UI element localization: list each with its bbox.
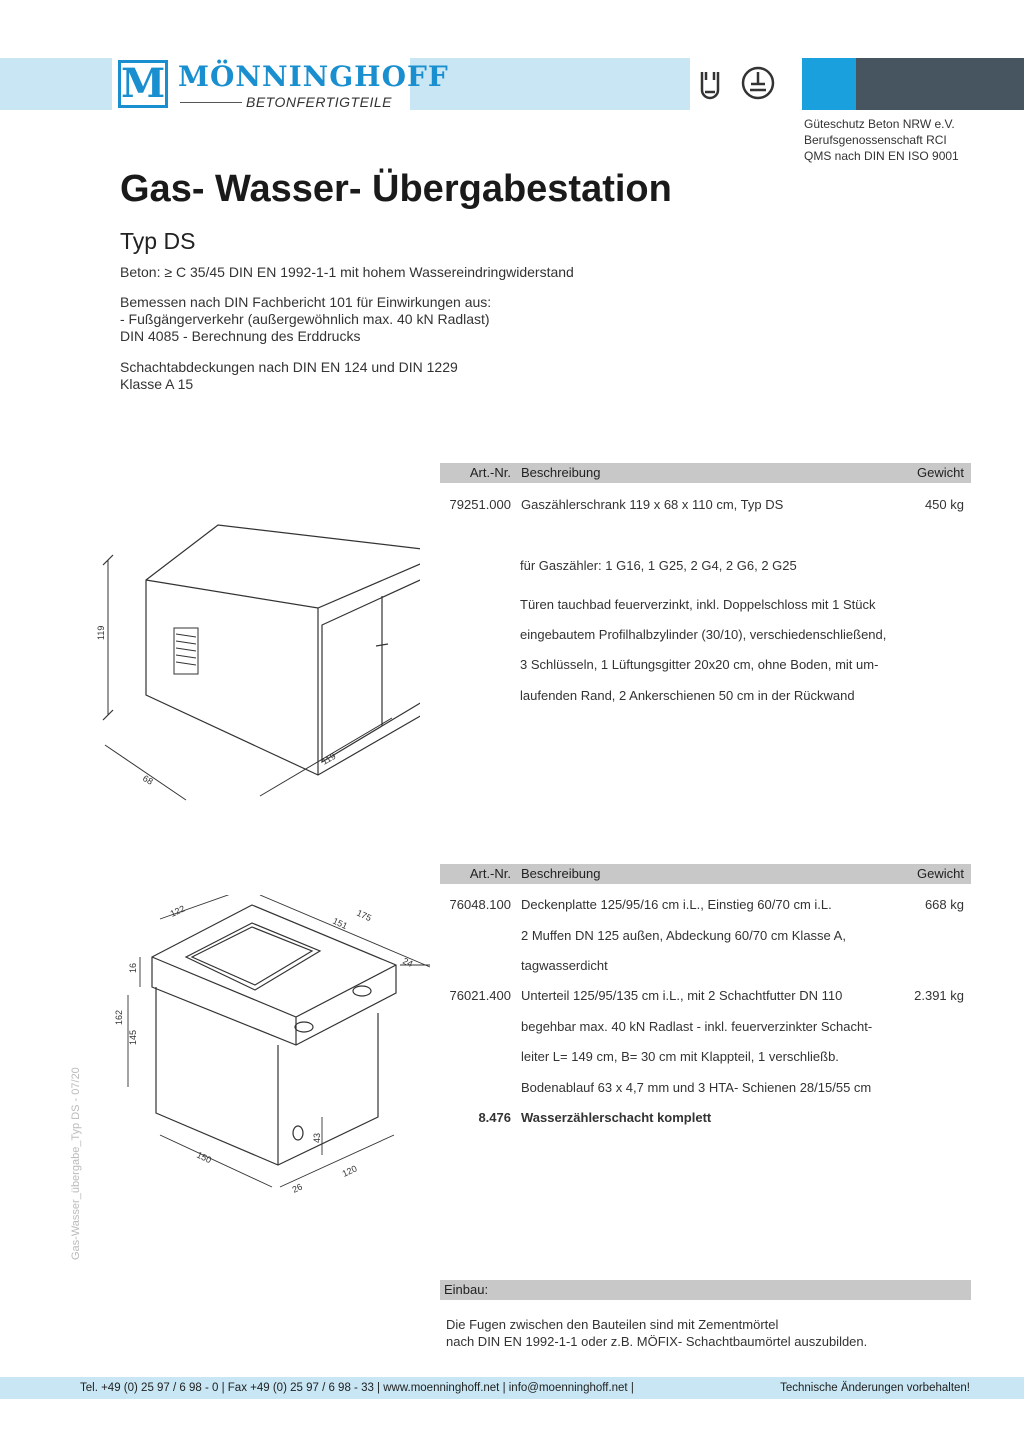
einbau-line: nach DIN EN 1992-1-1 oder z.B. MÖFIX- Schachtbaumörtel auszubilden. [446, 1334, 868, 1349]
dim-26: 26 [290, 1181, 304, 1195]
description: Deckenplatte 125/95/16 cm i.L., Einstieg 60/70 cm i.L. [521, 897, 832, 912]
company-name: MÖNNINGHOFF [178, 60, 449, 93]
footer-note: Technische Änderungen vorbehalten! [780, 1382, 970, 1394]
col-art: Art.-Nr. [469, 866, 511, 881]
einbau-line: Die Fugen zwischen den Bauteilen sind mit Zementmörtel [446, 1317, 779, 1332]
detail-line: 3 Schlüsseln, 1 Lüftungsgitter 20x20 cm, ohne Boden, mit um- [520, 657, 879, 672]
detail-line: laufenden Rand, 2 Ankerschienen 50 cm in der Rückwand [520, 688, 855, 703]
description: Unterteil 125/95/135 cm i.L., mit 2 Schachtfutter DN 110 [521, 988, 843, 1003]
dim-162: 162 [114, 1009, 124, 1025]
accent-block-grey [856, 58, 1024, 110]
art-nr: 79251.000 [449, 497, 511, 512]
logo-mark: M [118, 60, 168, 108]
guetezeichen-icon [702, 72, 718, 98]
dim-43: 43 [312, 1132, 322, 1143]
gas-meter-info: für Gaszähler: 1 G16, 1 G25, 2 G4, 2 G6, 2 G25 [520, 558, 797, 573]
dim-24: 24 [401, 955, 415, 970]
cert-line: QMS nach DIN EN ISO 9001 [804, 149, 959, 163]
table1-header [440, 463, 971, 483]
description: Gaszählerschrank 119 x 68 x 110 cm, Typ DS [521, 497, 784, 512]
company-subtitle: BETONFERTIGTEILE [246, 94, 392, 110]
dim-depth: 68 [141, 773, 155, 787]
design-line: DIN 4085 - Berechnung des Erddrucks [120, 328, 361, 344]
cert-icons [690, 58, 802, 110]
cert-line: Güteschutz Beton NRW e.V. [804, 117, 955, 131]
description: begehbar max. 40 kN Radlast - inkl. feuerverzinkter Schacht- [521, 1019, 873, 1034]
einbau-heading: Einbau: [444, 1282, 489, 1297]
col-desc: Beschreibung [521, 866, 601, 881]
description: 2 Muffen DN 125 außen, Abdeckung 60/70 cm Klasse A, [521, 928, 846, 943]
description: tagwasserdicht [521, 958, 608, 973]
dim-width: 119 [320, 750, 338, 767]
design-line: - Fußgängerverkehr (außergewöhnlich max. 40 kN Radlast) [120, 311, 490, 327]
col-art: Art.-Nr. [469, 465, 511, 480]
description: leiter L= 149 cm, B= 30 cm mit Klappteil, 1 verschließb. [521, 1049, 839, 1064]
einbau-text [446, 1316, 867, 1350]
cert-line: Berufsgenossenschaft RCI [804, 133, 947, 147]
cover-line: Schachtabdeckungen nach DIN EN 124 und DIN 1229 [120, 359, 458, 375]
table2-header [440, 864, 971, 884]
dim-120: 120 [340, 1163, 359, 1179]
quality-seal-icons [690, 58, 802, 110]
description: Bodenablauf 63 x 4,7 mm und 3 HTA- Schienen 28/15/55 cm [521, 1080, 872, 1095]
col-weight: Gewicht [917, 465, 964, 480]
cover-line: Klasse A 15 [120, 376, 194, 392]
shaft-drawing [100, 895, 440, 1215]
design-line: Bemessen nach DIN Fachbericht 101 für Einwirkungen aus: [120, 294, 492, 310]
certifications [804, 116, 959, 164]
cabinet-drawing [90, 500, 420, 810]
art-nr: 76021.400 [449, 988, 511, 1003]
art-nr: 76048.100 [449, 897, 511, 912]
detail-line: eingebautem Profilhalbzylinder (30/10), verschiedenschließend, [520, 627, 887, 642]
weight: 668 kg [924, 897, 964, 912]
accent-block-blue [802, 58, 856, 110]
document-id: Gas-Wasser_übergabe_Typ DS - 07/20 [70, 1067, 82, 1260]
col-weight: Gewicht [917, 866, 964, 881]
page-subtitle: Typ DS [120, 228, 196, 254]
total-weight: 8.476 [478, 1110, 511, 1125]
footer [0, 1377, 1024, 1399]
dim-16: 16 [128, 962, 138, 973]
dim-150: 150 [195, 1149, 214, 1166]
dim-height: 119 [96, 625, 106, 640]
weight: 450 kg [924, 497, 964, 512]
cover-spec [120, 359, 458, 393]
col-desc: Beschreibung [521, 465, 601, 480]
footer-contact: Tel. +49 (0) 25 97 / 6 98 - 0 | Fax +49 (0) 25 97 / 6 98 - 33 | www.moenninghoff.net | info@moenninghoff.net | [80, 1382, 634, 1394]
design-spec [120, 294, 491, 345]
einbau-header [440, 1280, 971, 1300]
weight: 2.391 kg [914, 988, 964, 1003]
dim-145: 145 [128, 1029, 138, 1045]
logo-divider [180, 102, 242, 103]
concrete-spec: Beton: ≥ C 35/45 DIN EN 1992-1-1 mit hohem Wassereindringwiderstand [120, 264, 574, 280]
detail-line: Türen tauchbad feuerverzinkt, inkl. Doppelschloss mit 1 Stück [520, 597, 876, 612]
page-title: Gas- Wasser- Übergabestation [120, 168, 672, 210]
dim-151: 151 [331, 915, 350, 932]
total-label: Wasserzählerschacht komplett [521, 1110, 712, 1125]
dim-175: 175 [355, 907, 374, 924]
dim-122: 122 [168, 903, 187, 919]
